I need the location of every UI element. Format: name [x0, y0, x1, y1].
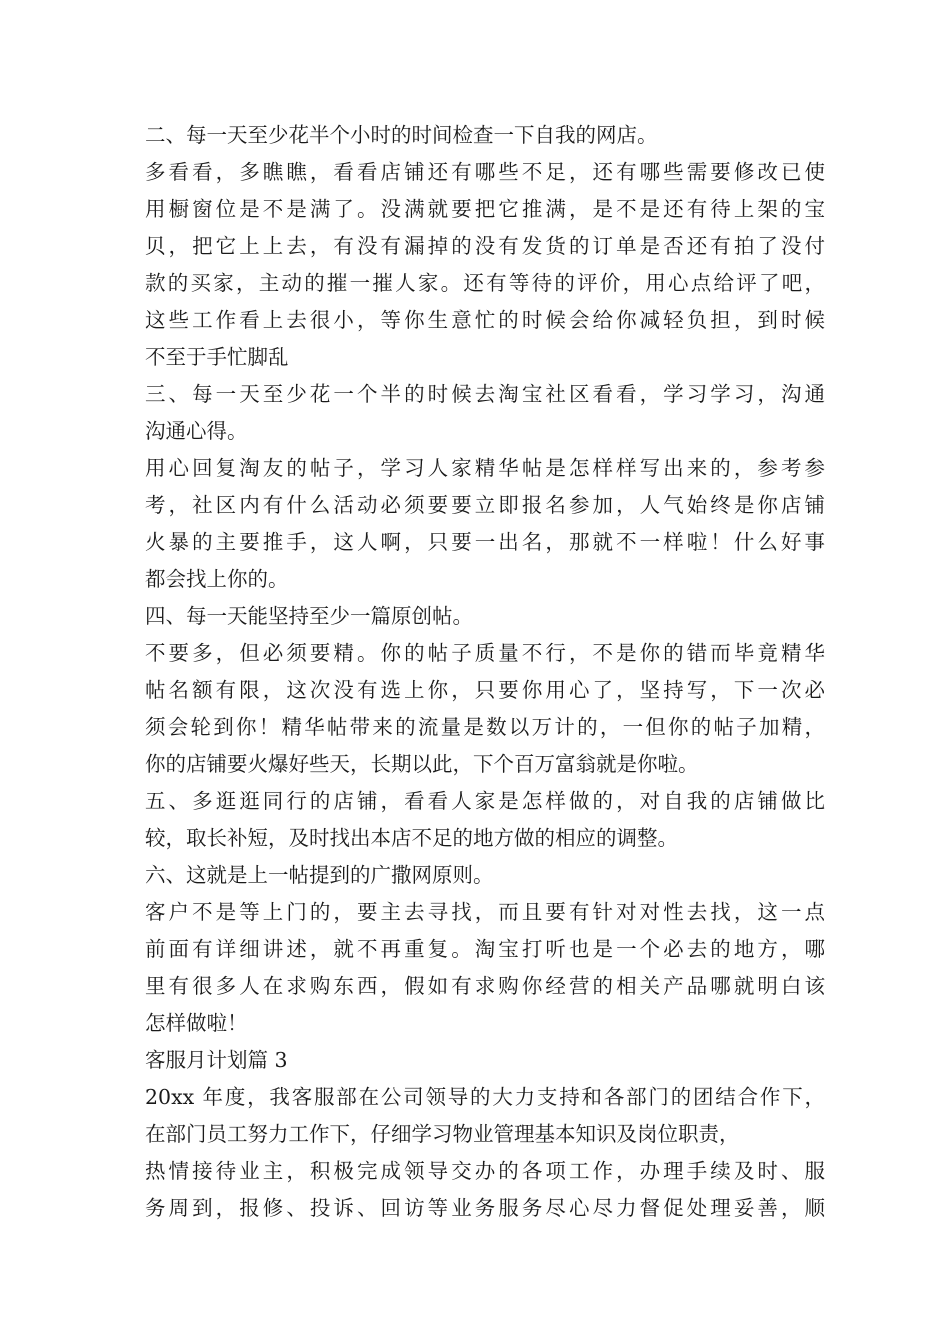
text-line: 里有很多人在求购东西，假如有求购你经营的相关产品哪就明白该 [145, 974, 825, 998]
text-line: 火暴的主要推手，这人啊，只要一出名，那就不一样啦！什么好事 [145, 530, 825, 554]
text-line: 须会轮到你！精华帖带来的流量是数以万计的，一但你的帖子加精， [145, 715, 825, 739]
text-line: 六、这就是上一帖提到的广撒网原则。 [145, 863, 494, 887]
text-line: 务周到，报修、投诉、回访等业务服务尽心尽力督促处理妥善，顺 [145, 1196, 825, 1220]
text-line: 不至于手忙脚乱 [145, 345, 289, 369]
text-line: 较，取长补短，及时找出本店不足的地方做的相应的调整。 [145, 826, 678, 850]
text-line: 前面有详细讲述，就不再重复。淘宝打听也是一个必去的地方，哪 [145, 937, 825, 961]
text-line: 都会找上你的。 [145, 567, 289, 591]
text-line: 这些工作看上去很小，等你生意忙的时候会给你减轻负担，到时候 [145, 308, 825, 332]
text-line: 用橱窗位是不是满了。没满就要把它推满，是不是还有待上架的宝 [145, 197, 825, 221]
text-line: 款的买家，主动的摧一摧人家。还有等待的评价，用心点给评了吧， [145, 271, 825, 295]
text-line: 多看看，多瞧瞧，看看店铺还有哪些不足，还有哪些需要修改已使 [145, 160, 825, 184]
text-line: 考，社区内有什么活动必须要要立即报名参加，人气始终是你店铺 [145, 493, 825, 517]
text-line: 三、每一天至少花一个半的时候去淘宝社区看看，学习学习，沟通 [145, 382, 825, 406]
text-line: 帖名额有限，这次没有选上你，只要你用心了，坚持写，下一次必 [145, 678, 825, 702]
text-line: 热情接待业主，积极完成领导交办的各项工作，办理手续及时、服 [145, 1159, 825, 1183]
text-line: 20xx 年度，我客服部在公司领导的大力支持和各部门的团结合作下， [145, 1085, 825, 1109]
text-line: 你的店铺要火爆好些天，长期以此，下个百万富翁就是你啦。 [145, 752, 699, 776]
text-line: 不要多，但必须要精。你的帖子质量不行，不是你的错而毕竟精华 [145, 641, 825, 665]
text-line: 怎样做啦！ [145, 1011, 248, 1035]
text-line: 贝，把它上上去，有没有漏掉的没有发货的订单是否还有拍了没付 [145, 234, 825, 258]
text-line: 沟通心得。 [145, 419, 248, 443]
text-line: 二、每一天至少花半个小时的时间检查一下自我的网店。 [145, 123, 658, 147]
text-line: 客户不是等上门的，要主去寻找，而且要有针对对性去找，这一点 [145, 900, 825, 924]
document-body [145, 117, 825, 1227]
text-line: 四、每一天能坚持至少一篇原创帖。 [145, 604, 473, 628]
text-line: 用心回复淘友的帖子，学习人家精华帖是怎样样写出来的，参考参 [145, 456, 825, 480]
text-line: 客服月计划篇 3 [145, 1048, 288, 1072]
text-line: 五、多逛逛同行的店铺，看看人家是怎样做的，对自我的店铺做比 [145, 789, 825, 813]
text-line: 在部门员工努力工作下，仔细学习物业管理基本知识及岗位职责， [145, 1122, 740, 1146]
